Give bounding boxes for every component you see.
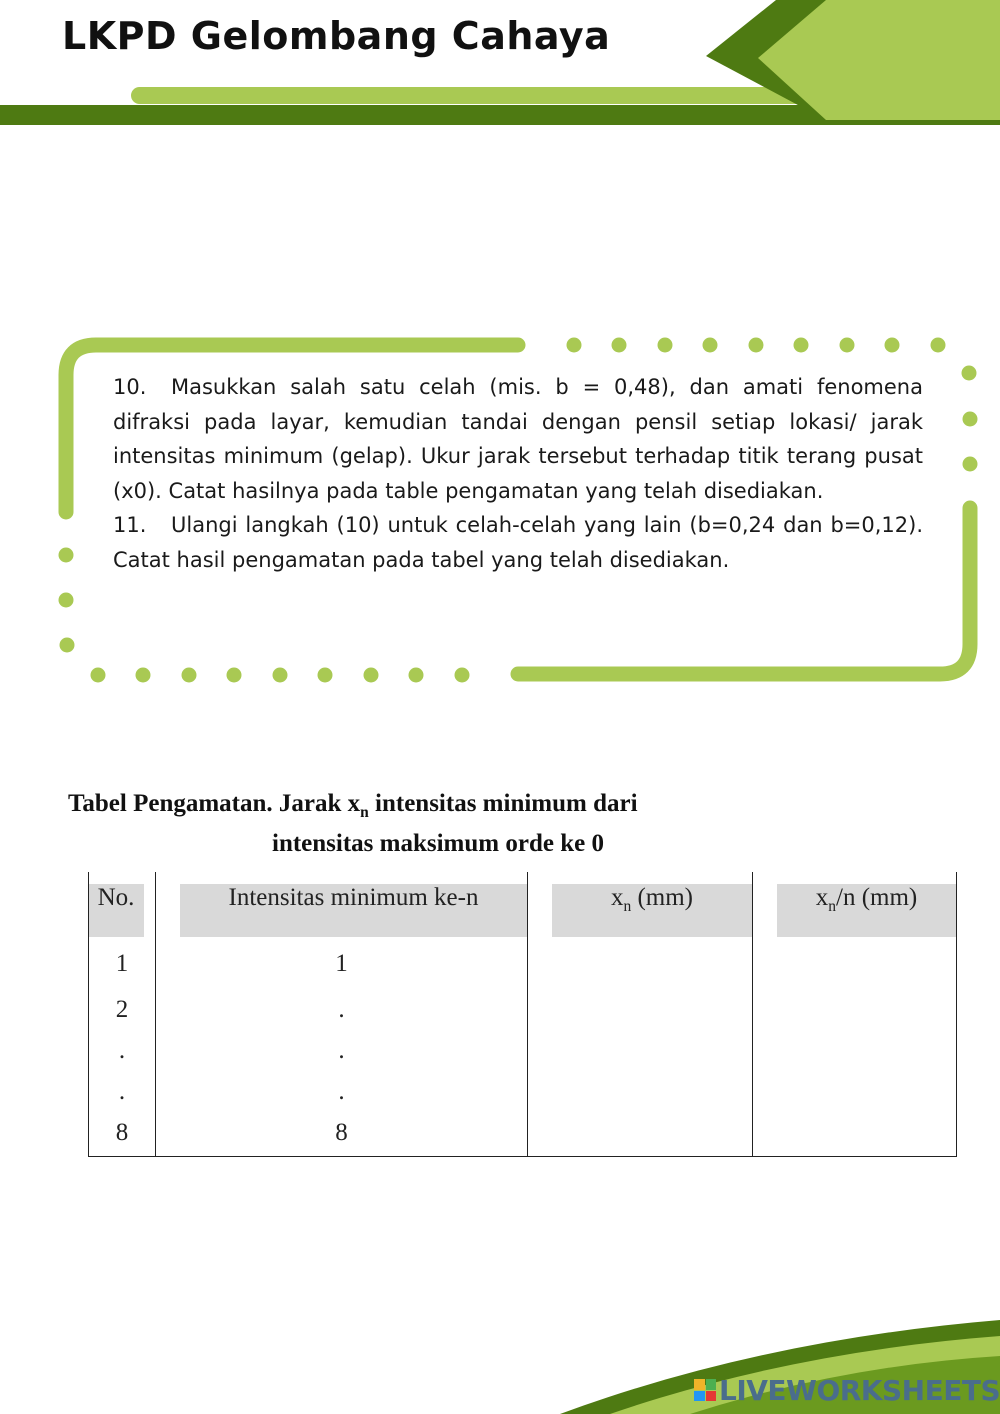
cell-xn-per-n[interactable]	[753, 938, 957, 992]
header-xn-per-n-unit: /n (mm)	[836, 884, 918, 911]
cell-no: .	[89, 1074, 156, 1115]
table-caption-line-1	[68, 790, 768, 830]
cell-xn-per-n[interactable]	[753, 1033, 957, 1074]
table-row	[89, 992, 957, 1033]
header-xn-per-n-base: x	[815, 884, 829, 911]
cell-intensity: 1	[156, 938, 528, 992]
cell-intensity: 8	[156, 1115, 528, 1157]
header-xn-unit: (mm)	[631, 884, 694, 911]
liveworksheets-logo-icon	[694, 1379, 716, 1401]
cell-xn-per-n[interactable]	[753, 1074, 957, 1115]
table-row	[89, 1033, 957, 1074]
header-xn-sub: n	[623, 898, 632, 915]
cell-intensity: .	[156, 992, 528, 1033]
cell-xn[interactable]	[528, 992, 753, 1033]
cell-no: 2	[89, 992, 156, 1033]
liveworksheets-brand[interactable]	[694, 1374, 1000, 1406]
caption-text: Tabel Pengamatan. Jarak x	[68, 790, 361, 817]
observation-table	[88, 872, 957, 1157]
header-xn-base: x	[610, 884, 624, 911]
table-row	[89, 1115, 957, 1157]
header-xn-per-n	[753, 872, 957, 938]
table-row	[89, 938, 957, 992]
cell-no: .	[89, 1033, 156, 1074]
caption-text: intensitas minimum dari	[368, 790, 638, 817]
cell-intensity: .	[156, 1033, 528, 1074]
instruction-step	[113, 370, 923, 508]
brand-text: LIVEWORKSHEETS	[719, 1373, 1000, 1407]
cell-xn-per-n[interactable]	[753, 1115, 957, 1157]
cell-xn[interactable]	[528, 1033, 753, 1074]
table-caption	[68, 790, 768, 858]
header-xn-per-n-sub: n	[828, 898, 836, 915]
table-header-row	[89, 872, 957, 938]
cell-xn[interactable]	[528, 1074, 753, 1115]
cell-xn[interactable]	[528, 938, 753, 992]
page-title: LKPD Gelombang Cahaya	[62, 14, 611, 58]
cell-intensity: .	[156, 1074, 528, 1115]
cell-no: 8	[89, 1115, 156, 1157]
caption-subscript: n	[360, 804, 369, 821]
table-row	[89, 1074, 957, 1115]
header-light-bar	[131, 87, 831, 104]
instruction-box	[113, 370, 923, 578]
header-intensity: Intensitas minimum ke-n	[156, 872, 528, 938]
header-no: No.	[89, 872, 156, 938]
table-caption-line-2: intensitas maksimum orde ke 0	[272, 830, 604, 857]
step-text: Ulangi langkah (10) untuk celah-celah yang lain (b=0,24 dan b=0,12). Catat hasil pengamatan pada tabel yang telah disediakan.	[113, 513, 923, 572]
instruction-step	[113, 508, 923, 577]
cell-xn[interactable]	[528, 1115, 753, 1157]
header-xn	[528, 872, 753, 938]
step-number: 11.	[113, 513, 147, 538]
cell-no: 1	[89, 938, 156, 992]
cell-xn-per-n[interactable]	[753, 992, 957, 1033]
step-text: Masukkan salah satu celah (mis. b = 0,48), dan amati fenomena difraksi pada layar, kemudian tandai dengan pensil setiap lokasi/ jarak intensitas minimum (gelap). Ukur jarak tersebut terhadap titik terang pusat (x0). Catat hasilnya pada table pengamatan yang telah disediakan.	[113, 375, 923, 503]
step-number: 10.	[113, 375, 147, 399]
